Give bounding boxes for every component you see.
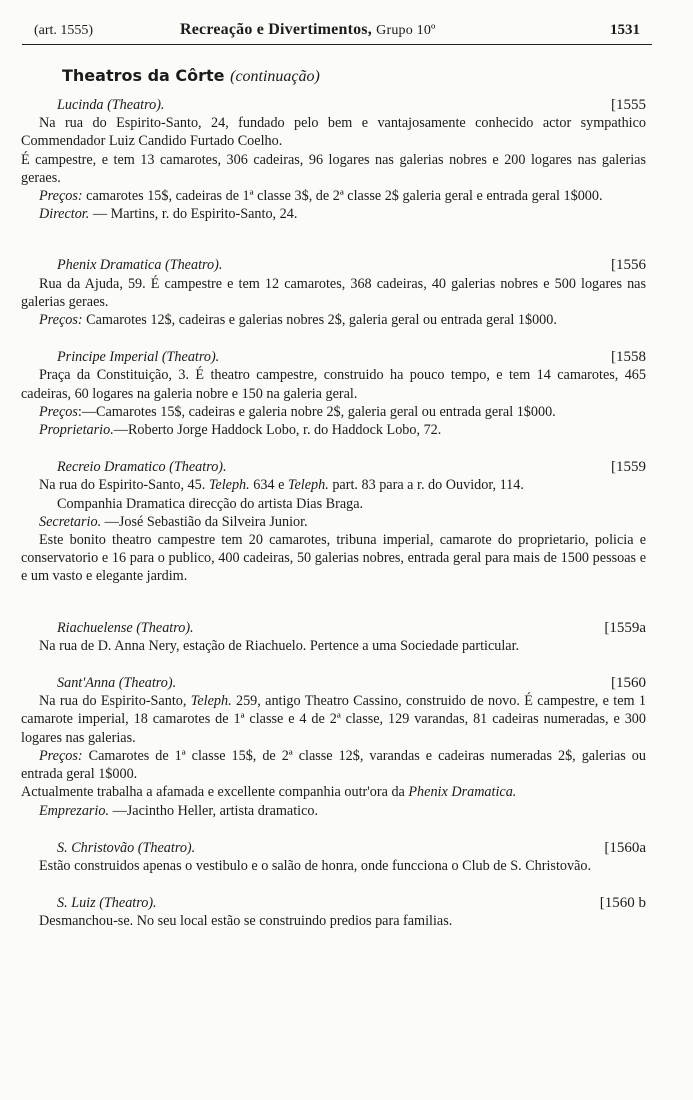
entry-1558: Principe Imperial (Theatro). [1558 Praça da Constituição, 3. É theatro campestre, construido ha pouco tempo, e tem 14 camarotes, 465 cadeiras, 60 logares na galeria nobre e 150 na galeria geral. Preços:—Camarotes 15$, cadeiras e galeria nobre 2$, galeria geral ou entrada geral 1$000. Proprietario.—Roberto Jorge Haddock Lobo, r. do Haddock Lobo, 72. [21,349,646,439]
entry-name: Principe Imperial [57,349,159,366]
entry-text: É campestre, e tem 13 camarotes, 306 cadeiras, 96 logares nas galerias nobres e 200 logares nas galerias geraes. [21,151,646,186]
entry-name: Recreio Dramatico [57,459,166,476]
entry-heading: Sant'Anna (Theatro). [1560 [57,675,646,692]
entry-number: [1558 [611,349,646,366]
entry-text: Na rua de D. Anna Nery, estação de Riachuelo. Pertence a uma Sociedade particular. [39,637,520,654]
section-title: Theatros da Côrte (continuação) [62,66,320,85]
entry-heading: Principe Imperial (Theatro). [1558 [57,349,646,366]
entry-number: [1560a [604,839,646,856]
entry-heading: S. Christovão (Theatro). [1560a [57,839,646,856]
entry-number: [1560 [611,675,646,692]
entry-name: S. Christovão [57,839,135,856]
header-group: Grupo 10º [376,23,436,38]
entry-number: [1559a [604,619,646,636]
entry-name: Phenix Dramatica [57,257,162,274]
header-article-ref: (art. 1555) [34,23,94,38]
entry-heading: S. Luiz (Theatro). [1560 b [57,895,646,912]
entry-name: Lucinda [57,97,104,113]
entry-heading: Riachuelense (Theatro). [1559a [57,619,646,636]
page-number: 1531 [610,22,640,38]
entry-number: [1560 b [599,895,646,912]
entry-text: Este bonito theatro campestre tem 20 camarotes, tribuna imperial, camarote do proprietario, policia e conservatorio e 16 para o publico, 400 cadeiras, 50 galerias nobres, entrada geral para mais de 1500 pessoas e e um vasto e elegante jardim. [21,532,646,585]
entry-1560: Sant'Anna (Theatro). [1560 Na rua do Espirito-Santo, Teleph. 259, antigo Theatro Cassino, construido de novo. É campestre, e tem 1 camarote imperial, 18 camarotes de 1ª classe e 4 de 2ª classe, 129 varandas, 81 cadeiras numeradas, e 300 logares nas galerias. Preços: Camarotes de 1ª classe 15$, de 2ª classe 12$, varandas e cadeiras numeradas 2$, galerias ou entrada geral 1$000. Actualmente trabalha a afamada e excellente companhia outr'ora da Phenix Dramatica. Emprezario. —Jacintho Heller, artista dramatico. [21,675,647,819]
running-header [22,20,652,45]
entry-1559a [21,619,646,655]
entry-number: [1556 [611,257,646,274]
entry-1560a [21,839,646,875]
entry-number: [1555 [611,97,646,113]
header-title: Recreação e Divertimentos, Grupo 10º [180,21,436,38]
entry-1556: Phenix Dramatica (Theatro). [1556 Rua da Ajuda, 59. É campestre e tem 12 camarotes, 368 cadeiras, 40 galerias nobres e 500 logares nas galerias geraes. Preços: Camarotes 12$, cadeiras e galerias nobres 2$, galeria geral ou entrada geral 1$000. [21,257,646,329]
entry-1555: Lucinda (Theatro). [1555 Na rua do Espirito-Santo, 24, fundado pelo bem e vantajosamente conhecido actor sympathico Commendador Luiz Candido Furtado Coelho. É campestre, e tem 13 camarotes, 306 cadeiras, 96 logares nas galerias nobres e 200 logares nas galerias geraes. Preços: camarotes 15$, cadeiras de 1ª classe 3$, de 2ª classe 2$ galeria geral e entrada geral 1$000. Director. — Martins, r. do Espirito-Santo, 24. [21,97,646,223]
entry-name: Sant'Anna [57,675,116,692]
entry-text: Na rua do Espirito-Santo, 24, fundado pelo bem e vantajosamente conhecido actor sympathico Commendador Luiz Candido Furtado Coelho. [21,115,646,150]
entry-heading: Lucinda (Theatro). [1555 [57,97,646,113]
entry-text: Desmanchou-se. No seu local estão se construindo predios para familias. [39,913,453,930]
entry-name: S. Luiz [57,895,96,912]
page-content [21,96,646,950]
entry-text: Praça da Constituição, 3. É theatro campestre, construido ha pouco tempo, e tem 14 camarotes, 465 cadeiras, 60 logares na galeria nobre e 150 na galeria geral. [21,367,646,402]
entry-heading: Recreio Dramatico (Theatro). [1559 [57,459,646,476]
entry-text: Companhia Dramatica direcção do artista Dias Braga. [57,495,364,512]
entry-heading: Phenix Dramatica (Theatro). [1556 [57,257,646,274]
entry-text: Estão construidos apenas o vestibulo e o salão de honra, onde funcciona o Club de S. Christovão. [39,857,592,874]
entry-1559: Recreio Dramatico (Theatro). [1559 Na rua do Espirito-Santo, 45. Teleph. 634 e Teleph. part. 83 para a r. do Ouvidor, 114. Companhia Dramatica direcção do artista Dias Braga. Secretario. —José Sebastião da Silveira Junior. Este bonito theatro campestre tem 20 camarotes, tribuna imperial, camarote do proprietario, policia e conservatorio e 16 para o publico, 400 cadeiras, 50 galerias nobres, entrada geral para mais de 1500 pessoas e e um vasto e elegante jardim. [21,459,646,585]
entry-number: [1559 [611,459,646,476]
entry-name: Riachuelense [57,619,133,636]
entry-text: Rua da Ajuda, 59. É campestre e tem 12 camarotes, 368 cadeiras, 40 galerias nobres e 500 logares nas galerias geraes. [21,275,646,310]
entry-1560b [21,894,646,930]
